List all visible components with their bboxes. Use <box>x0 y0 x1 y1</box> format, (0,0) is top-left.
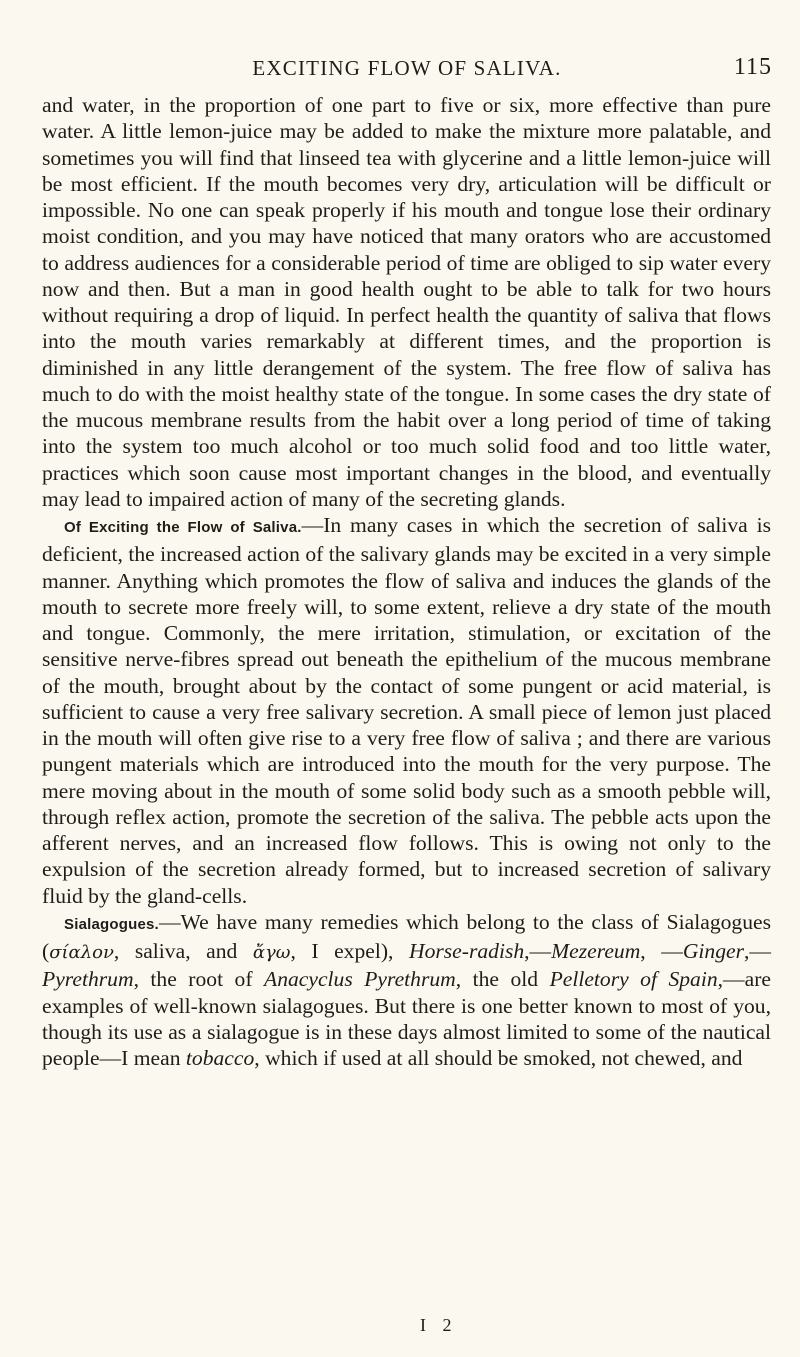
paragraph-exciting-flow-text: —In many cases in which the secretion of saliva is deficient, the increased action of the salivary glands may be excited in a very simple manner. Anything which promotes the flow of saliva and induces the glands of the mouth to secrete more freely will, to some extent, relieve a dry state of the mouth and tongue. Commonly, the mere irritation, stimulation, or excitation of the sensitive nerve-fibres spread out beneath the epithelium of the mucous membrane of the mouth, brought about by the contact of some pungent or acid material, is sufficient to cause a very free salivary secretion. A small piece of lemon just placed in the mouth will often give rise to a very free flow of saliva ; and there are various pungent materials which are introduced into the mouth for the very purpose. The mere moving about in the mouth of some solid body such as a smooth pebble will, through reflex action, promote the secretion of the saliva. The pebble acts upon the afferent nerves, and an increased flow follows. This is owing not only to the expulsion of the secretion already formed, but to increased secretion of salivary fluid by the gland-cells. <box>42 513 771 908</box>
body-text <box>42 92 771 1071</box>
greek-word-sialon: σίαλον <box>49 942 114 963</box>
text-run: , which if used at all should be smoked, not chewed, and <box>254 1046 743 1070</box>
paragraph-exciting-flow <box>42 512 771 909</box>
text-run: , saliva, and <box>113 939 253 963</box>
section-heading-exciting-flow: Of Exciting the Flow of Saliva. <box>64 519 302 536</box>
section-heading-sialagogues: Sialagogues. <box>64 915 159 933</box>
running-head <box>42 56 772 86</box>
text-run: , the root of <box>133 967 264 992</box>
page-number: 115 <box>733 54 772 80</box>
term-ginger: Ginger <box>682 939 745 963</box>
signature-mark: I 2 <box>420 1315 458 1335</box>
term-mezereum: Mezereum <box>551 939 641 963</box>
term-pyrethrum: Pyrethrum <box>42 967 134 992</box>
text-run: , the old <box>455 967 550 992</box>
paragraph-continuation: and water, in the proportion of one part to five or six, more effective than pure water. A little lemon-juice may be added to make the mixture more palatable, and sometimes you will find that linseed tea with glycerine and a little lemon-juice will be most efficient. If the mouth becomes very dry, articulation will be difficult or impossible. No one can speak properly if his mouth and tongue lose their ordinary moist condition, and you may have noticed that many orators who are accustomed to address audiences for a considerable period of time are obliged to sip water every now and then. But a man in good health ought to be able to talk for two hours without requiring a drop of liquid. In perfect health the quantity of saliva that flows into the mouth varies remarkably at different times, and the proportion is diminished in any little derangement of the system. The free flow of saliva has much to do with the moist healthy state of the tongue. In some cases the dry state of the mucous membrane results from the habit over a long period of time of taking into the system too much alcohol or too much solid food and too little water, practices which soon cause most important changes in the blood, and eventually may lead to impaired action of many of the secreting glands. <box>42 93 771 511</box>
text-run: ,— <box>744 939 772 963</box>
text-run: , — <box>640 939 683 963</box>
greek-word-ago: ἄγω <box>252 942 291 963</box>
term-tobacco: tobacco <box>185 1046 255 1070</box>
term-anacyclus-pyrethrum: Anacyclus Pyrethrum <box>264 967 456 992</box>
text-run: —We have many remedies which belong to the class of Sialagogues ( <box>42 909 771 963</box>
running-title: EXCITING FLOW OF SALIVA. <box>252 56 562 80</box>
term-pelletory-of-spain: Pelletory of Spain <box>549 967 718 992</box>
term-horse-radish: Horse-radish <box>408 939 525 963</box>
text-run: ,—are examples of well-known sialagogues. But there is one better known to most of you, though its use as a sialagogue is in these days almost limited to some of the nautical people—I mean <box>42 967 771 1070</box>
text-run: ,— <box>524 939 552 963</box>
text-run: , I expel), <box>290 939 409 963</box>
paragraph-sialagogues <box>42 909 771 1072</box>
